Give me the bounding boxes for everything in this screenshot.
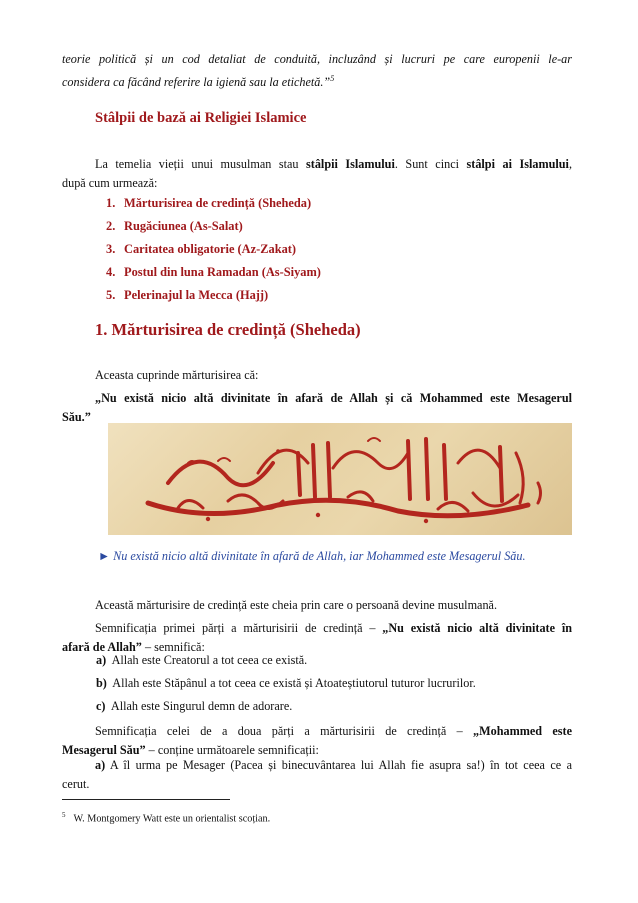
first-part-line-1: Semnificația primei părți a mărturisirii de credință – „Nu există nicio altă divinitate în	[95, 621, 572, 635]
main-heading: 1. Mărturisirea de credință (Sheheda)	[95, 320, 361, 339]
caption-arrow-icon: ►	[98, 549, 111, 563]
first-part-line-2: afară de Allah” – semnifică:	[62, 640, 205, 654]
intro-line-2-text: considera ca făcând referire la igienă sau la etichetă.”	[62, 75, 331, 90]
calligraphy-art	[108, 423, 572, 535]
second-part-line-1: Semnificația celei de a doua părți a mărturisirii de credință – „Mohammed este	[95, 724, 572, 738]
second-part-item-line-2: cerut.	[62, 777, 90, 791]
pillar-label: Mărturisirea de credință (Sheheda)	[124, 196, 312, 210]
pillar-item: 3. Caritatea obligatorie (Az-Zakat)	[106, 242, 297, 256]
pillar-label: Postul din luna Ramadan (As-Siyam)	[124, 265, 321, 279]
footnote-divider	[62, 799, 230, 800]
confession-quote	[62, 389, 572, 427]
first-part-item: a) Allah este Creatorul a tot ceea ce există.	[96, 653, 308, 667]
pillar-item: 1. Mărturisirea de credință (Sheheda)	[106, 196, 312, 210]
pillar-item: 5. Pelerinajul la Mecca (Hajj)	[106, 288, 269, 302]
pillars-intro	[62, 155, 572, 193]
shahada-calligraphy-image	[108, 423, 572, 535]
intro-quote	[62, 50, 572, 92]
second-part-paragraph	[62, 722, 572, 760]
confession-quote-line-1: „Nu există nicio altă divinitate în afară de Allah și că Mohammed este Mesagerul	[95, 391, 572, 405]
footnote-ref[interactable]: 5	[330, 74, 335, 83]
pillar-label: Rugăciunea (As-Salat)	[124, 219, 243, 233]
intro-line-1: teorie politică și un cod detaliat de conduită, incluzând și lucruri pe care europenii le-ar	[62, 52, 572, 66]
pillar-item: 2. Rugăciunea (As-Salat)	[106, 219, 243, 233]
first-part-paragraph	[62, 619, 572, 657]
confession-quote-line-2: Său.”	[62, 410, 91, 424]
confession-intro: Aceasta cuprinde mărturisirea că:	[95, 368, 259, 382]
key-sentence: Această mărturisire de credință este cheia prin care o persoană devine musulmană.	[95, 598, 498, 612]
pillars-intro-line-2: după cum urmează:	[62, 176, 158, 190]
second-part-item	[62, 756, 572, 794]
pillar-label: Caritatea obligatorie (Az-Zakat)	[124, 242, 297, 256]
footnote-number: 5	[62, 811, 66, 819]
first-part-item: b) Allah este Stăpânul a tot ceea ce există și Atoateștiutorul tuturor lucrurilor.	[96, 676, 476, 690]
second-part-item-line-1: a) A îl urma pe Mesager (Pacea și binecuvântarea lui Allah fie asupra sa!) în tot ceea ce a	[95, 758, 572, 772]
caption-text: Nu există nicio altă divinitate în afară de Allah, iar Mohammed este Mesagerul Său.	[113, 549, 526, 563]
footnote-text: W. Montgomery Watt este un orientalist scoțian.	[73, 813, 271, 825]
image-caption	[98, 549, 526, 564]
pillars-intro-line-1: La temelia vieții unui musulman stau stâlpii Islamului. Sunt cinci stâlpi ai Islamului,	[95, 157, 572, 171]
second-part-line-2: Mesagerul Său” – conține următoarele semnificații:	[62, 743, 319, 757]
footnote	[62, 811, 270, 824]
pillar-item: 4. Postul din luna Ramadan (As-Siyam)	[106, 265, 321, 279]
first-part-item: c) Allah este Singurul demn de adorare.	[96, 699, 293, 713]
intro-line-2	[62, 69, 572, 92]
section-heading: Stâlpii de bază ai Religiei Islamice	[95, 110, 307, 126]
pillar-label: Pelerinajul la Mecca (Hajj)	[124, 288, 269, 302]
